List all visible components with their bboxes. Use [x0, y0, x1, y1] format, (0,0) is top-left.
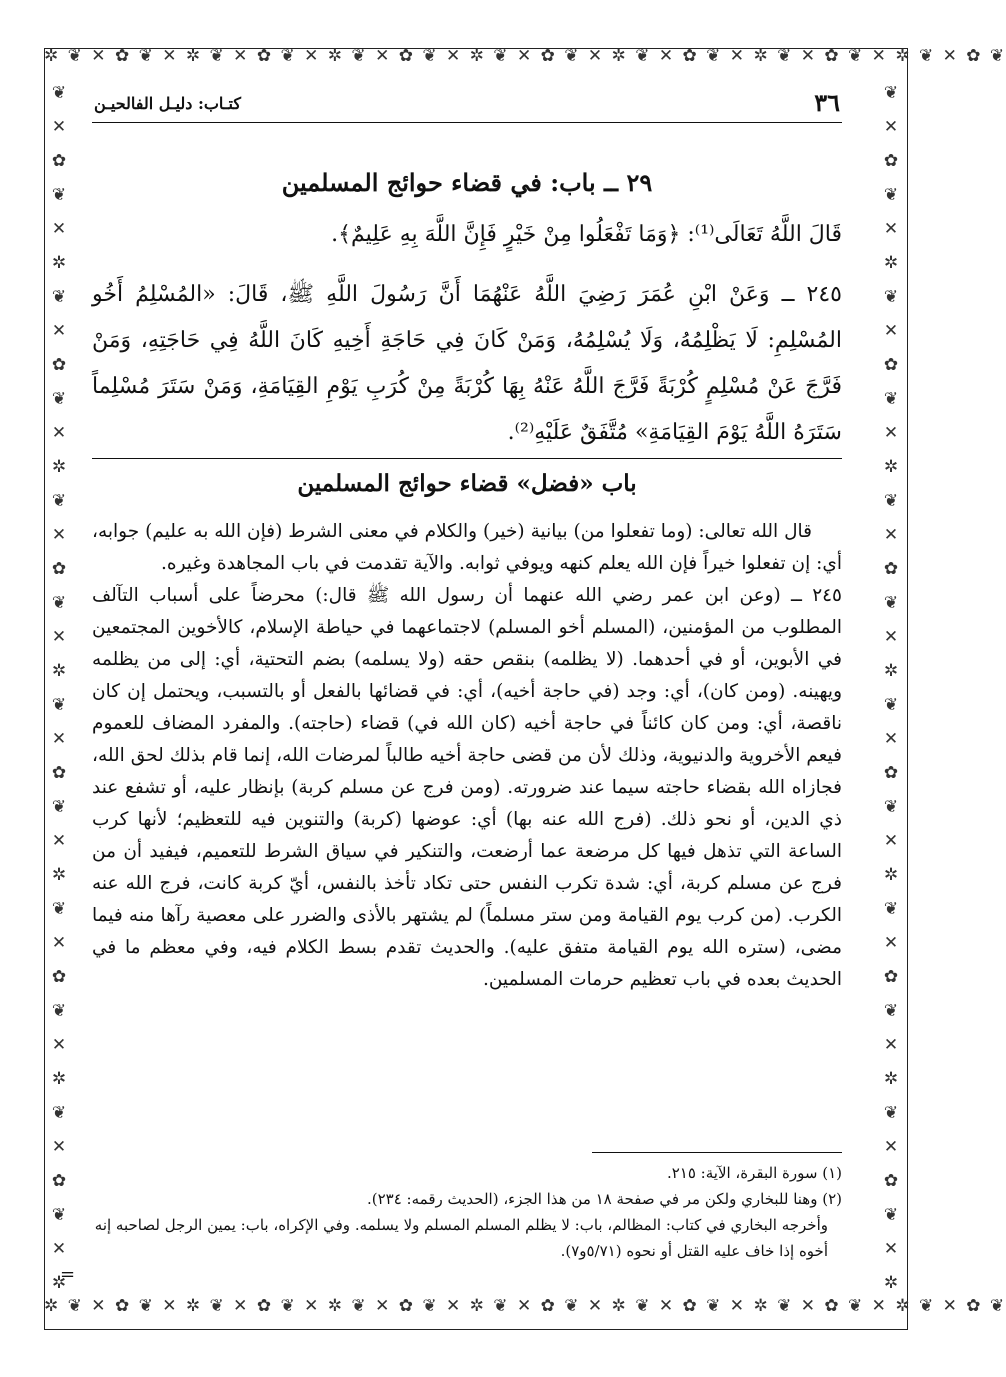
- chapter-heading: ٢٩ ــ باب: في قضاء حوائج المسلمين: [281, 168, 653, 197]
- bottom-ornament-border: ✲ ❦ ✕ ✿ ❦ ✕ ✲ ❦ ✕ ✿ ❦ ✕ ✲ ❦ ✕ ✿ ❦ ✕ ✲ ❦ ✕ ✿ ❦ ✕ ✲ ❦ ✕ ✿ ❦ ✕ ✲ ❦ ✕ ✿ ❦ ✕ ✲ ❦ ✕ ✿ ❦: [44, 1296, 1006, 1316]
- footnotes: [92, 1160, 842, 1264]
- book-title: كتـاب: دليـل الفالحيـن: [94, 94, 241, 113]
- commentary-paragraph: ٢٤٥ ــ (وعن ابن عمر رضي الله عنهما أن رسول الله ﷺ قال:) محرضاً على أسباب التآلف المطلوب من المؤمنين، (المسلم أخو المسلم) لاجتماعهما في حياطة الإسلام، كالأخوين المجتمعين في الأبوين، أو في أحدهما. (لا يظلمه) بنقص حقه (ولا يسلمه) بضم التحتية، أي: إلى من يظلمه ويهينه. (ومن كان)، أي: وجد (في حاجة أخيه)، أي: في قضائها بالفعل أو بالتسبب، ويحتمل إن كان ناقصة، أي: ومن كان كائناً في حاجة أخيه (كان الله في) قضاء (حاجته). والمفرد المضاف للعموم فيعم الأخروية والدنيوية، وذلك لأن من قضى حاجة أخيه طالباً لمرضات الله، إنما قام بذلك لحق الله، فجازاه الله بقضاء حاجته سيما عند ضرورته. (ومن فرج عن مسلم كربة) بإنظار عليه، أو تشفع عند ذي الدين، أو نحو ذلك. (فرج الله عنه بها) أي: عوضها (كربة) والتنوين فيه للتعظيم؛ لأنها كرب الساعة التي تذهل فيها كل مرضعة عما أرضعت، والتنكير في سياق الشرط للتعميم، فيفيد أن من فرج عن مسلم كربة، أي: شدة تكرب النفس حتى تكاد تأخذ بالنفس، أيّ كربة كانت، فرج الله عنه الكرب. (من كرب يوم القيامة ومن ستر مسلماً) لم يشتهر بالأذى والضرر على معصية رآها منه فيما مضى، (ستره الله يوم القيامة متفق عليه). والحديث تقدم بسط الكلام فيه، وفي معظم ما في الحديث بعده في باب تعظيم حرمات المسلمين.: [92, 585, 842, 990]
- page-content: [60, 88, 842, 1298]
- top-ornament-border: ✲ ❦ ✕ ✿ ❦ ✕ ✲ ❦ ✕ ✿ ❦ ✕ ✲ ❦ ✕ ✿ ❦ ✕ ✲ ❦ ✕ ✿ ❦ ✕ ✲ ❦ ✕ ✿ ❦ ✕ ✲ ❦ ✕ ✿ ❦ ✕ ✲ ❦ ✕ ✿ ❦: [44, 46, 1006, 66]
- footnote-divider: [592, 1152, 842, 1153]
- footnote: وأخرجه البخاري في كتاب: المظالم، باب: لا يظلم المسلم المسلم ولا يسلمه. وفي الإكراه، باب: يمين الرجل لصاحبه إنه أخوه إذا خاف عليه القتل أو نحوه (٥/٧١و٧).: [94, 1216, 828, 1260]
- commentary-paragraph: قال الله تعالى: (وما تفعلوا من) بيانية (خير) والكلام في معنى الشرط (فإن الله به عليم) جوابه، أي: إن تفعلوا خيراً فإن الله يعلم كنهه ويوفي ثوابه. والآية تقدمت في باب المجاهدة وغيره.: [92, 521, 842, 574]
- footnote: (١) سورة البقرة، الآية: ٢١٥.: [666, 1164, 842, 1182]
- continuation-mark: =: [60, 1264, 76, 1285]
- section-divider: [92, 458, 842, 459]
- running-header: [92, 88, 842, 123]
- commentary-body: [92, 516, 842, 996]
- quran-quote: قَالَ اللَّهُ تَعَالَى⁽¹⁾: ﴿وَمَا تَفْعَلُوا مِنْ خَيْرٍ فَإِنَّ اللَّهَ بِهِ عَلِيمٌ﴾.: [331, 222, 842, 247]
- commentary-heading: باب «فضل» قضاء حوائج المسلمين: [297, 470, 637, 497]
- left-ornament-border: ❦ ✕ ✿ ❦ ✕ ✲ ❦ ✕ ✿ ❦ ✕ ✲ ❦ ✕ ✿ ❦ ✕ ✲ ❦ ✕ ✿ ❦ ✕ ✲ ❦ ✕ ✿ ❦ ✕ ✲ ❦ ✕ ✿ ❦ ✕ ✲: [51, 83, 67, 1293]
- hadith-text: ٢٤٥ ــ وَعَنْ ابْنِ عُمَرَ رَضِيَ اللَّهُ عَنْهُمَا أَنَّ رَسُولَ اللَّهِ ﷺ، قَالَ: «المُسْلِمُ أَخُو المُسْلِمِ: لَا يَظْلِمُهُ، وَلَا يُسْلِمُهُ، وَمَنْ كَانَ فِي حَاجَةِ أَخِيهِ كَانَ اللَّهُ فِي حَاجَتِهِ، وَمَنْ فَرَّجَ عَنْ مُسْلِمٍ كُرْبَةً فَرَّجَ اللَّهُ عَنْهُ بِهَا كُرْبَةً مِنْ كُرَبِ يَوْمِ القِيَامَةِ، وَمَنْ سَتَرَ مُسْلِماً سَتَرَهُ اللَّهُ يَوْمَ القِيَامَةِ» مُتَّفَقٌ عَلَيْهِ⁽²⁾.: [92, 282, 842, 445]
- page-number: ٣٦: [814, 88, 840, 117]
- footnote: (٢) وهنا للبخاري ولكن مر في صفحة ١٨ من هذا الجزء، (الحديث رقمه: ٢٣٤).: [366, 1190, 842, 1208]
- right-ornament-border: ❦ ✕ ✿ ❦ ✕ ✲ ❦ ✕ ✿ ❦ ✕ ✲ ❦ ✕ ✿ ❦ ✕ ✲ ❦ ✕ ✿ ❦ ✕ ✲ ❦ ✕ ✿ ❦ ✕ ✲ ❦ ✕ ✿ ❦ ✕ ✲: [883, 83, 899, 1293]
